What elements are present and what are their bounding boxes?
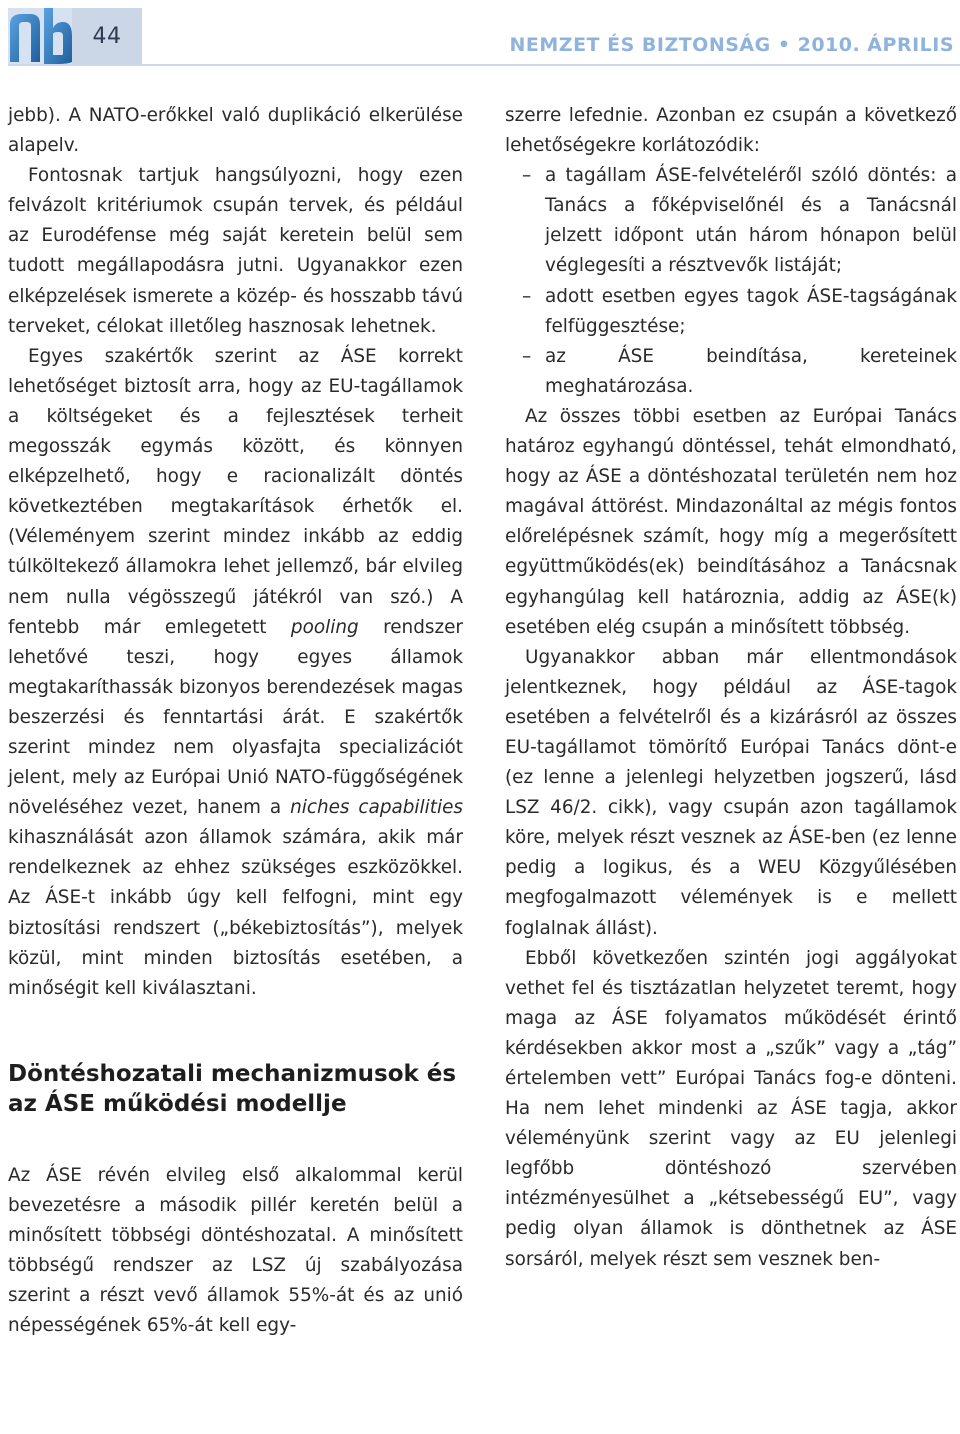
dash-list xyxy=(505,161,957,402)
text-run: rendszer lehetővé teszi, hogy egyes államok megtakaríthassák bizonyos berendezések magas beszerzési és fenntartási árát. E szakértők szerint mindez nem olyasfajta specializációt jelent, mely az Európai Unió NATO-függőségének növeléséhez vezet, hanem a xyxy=(8,616,463,819)
left-paragraph-3 xyxy=(8,342,463,1004)
left-paragraph-2: Fontosnak tartjuk hangsúlyozni, hogy ezen felvázolt kritériumok csupán tervek, és például az Eurodéfense még saját keretein belül sem tudott megállapodásra jutni. Ugyanakkor ezen elképzelések ismerete a közép- és hosszabb távú terveket, célokat illetőleg hasznosak lehetnek. xyxy=(8,165,463,337)
text-run: kihasználását azon államok számára, akik már rendelkeznek az ehhez szükséges eszközökkel. Az ÁSE-t inkább úgy kell felfogni, mint egy biztosítási rendszert („békebiztosítás”), melyek közül, mint minden biztosítás esetében, a minőségit kell kiválasztani. xyxy=(8,827,463,999)
list-item: – adott esetben egyes tagok ÁSE-tagságának felfüggesztése; xyxy=(505,282,957,342)
right-paragraph-2: Az összes többi esetben az Európai Tanács határoz egyhangú döntéssel, tehát elmondható, hogy az ÁSE a döntéshozatal területén nem hoz magával áttörést. Mindazonáltal az mégis fontos előrelépésnek számít, hogy míg a megerősített együttműködés(ek) beindításához a Tanácsnak egyhangúlag kell határoznia, addig az ÁSE(k) esetében elég csupán a minősített többség. xyxy=(505,405,957,638)
right-paragraph-4: Ebből következően szintén jogi aggályokat vethet fel és tisztázatlan helyzetet teremt, hogy maga az ÁSE folyamatos működését érintő kérdésekben akkor most a „szűk” vagy a „tág” értelemben vett” Európai Tanács fog-e dönteni. Ha nem lehet mindenki az ÁSE tagja, akkor véleményünk szerint vagy az EU jelenlegi legfőbb döntéshozó szervében intézményesülhet a „kétsebességű EU”, vagy pedig olyan államok is dönthetnek az ÁSE sorsáról, melyek részt sem vesznek ben- xyxy=(505,947,957,1270)
page-number: 44 xyxy=(92,23,122,49)
list-item: – a tagállam ÁSE-felvételéről szóló döntés: a Tanács a főképviselőnél és a Tanácsnál jelzett időpont után három hónapon belül véglegesíti a résztvevők listáját; xyxy=(505,161,957,281)
left-paragraph-1: jebb). A NATO-erőkkel való duplikáció elkerülése alapelv. xyxy=(8,105,463,157)
page-header xyxy=(0,0,960,70)
page-number-box xyxy=(72,8,142,64)
journal-logo xyxy=(8,8,72,64)
nb-logo-icon xyxy=(8,8,72,64)
italic-term-pooling: pooling xyxy=(290,616,359,638)
left-paragraph-4: Az ÁSE révén elvileg első alkalommal kerül bevezetésre a második pillér keretén belül a minősített többségi döntéshozatal. A minősített többségű rendszer az LSZ új szabályozása szerint a részt vevő államok 55%-át és az unió népességének 65%-át kell egy- xyxy=(8,1164,463,1337)
left-column xyxy=(8,101,463,1341)
header-rule xyxy=(8,64,960,66)
right-paragraph-3: Ugyanakkor abban már ellentmondások jelentkeznek, hogy például az ÁSE-tagok esetében a felvételről és a kizárásról az összes EU-tagállamot tömörítő Európai Tanács dönt-e (ez lenne a jelenlegi helyzetben jogszerű, lásd LSZ 46/2. cikk), vagy csupán azon tagállamok köre, melyek részt vesznek az ÁSE-ben (ez lenne pedig a logikus, és a WEU Közgyűlésében megfogalmazott vélemények is e mellett foglalnak állást). xyxy=(505,646,957,939)
italic-term-niches: niches capabilities xyxy=(290,797,463,819)
journal-title: NEMZET ÉS BIZTONSÁG • 2010. ÁPRILIS xyxy=(509,34,954,56)
list-item: – az ÁSE beindítása, kereteinek meghatározása. xyxy=(505,342,957,402)
right-paragraph-1: szerre lefednie. Azonban ez csupán a következő lehetőségekre korlátozódik: xyxy=(505,105,957,157)
section-heading: Döntéshozatali mechanizmusok és az ÁSE működési modellje xyxy=(8,1060,457,1117)
text-run: Egyes szakértők szerint az ÁSE korrekt lehetőséget biztosít arra, hogy az EU-tagállamok a költségeket és a fejlesztések terheit megosszák egymás között, és könnyen elképzelhető, hogy e racionalizált döntés következtében megtakarítások érhetők el. (Véleményem szerint mindez inkább az eddig túlköltekező államokra lehet jellemző, bár elvileg nem nulla végösszegű játékról van szó.) A fentebb már emlegetett xyxy=(8,345,463,638)
right-column xyxy=(505,101,957,1275)
